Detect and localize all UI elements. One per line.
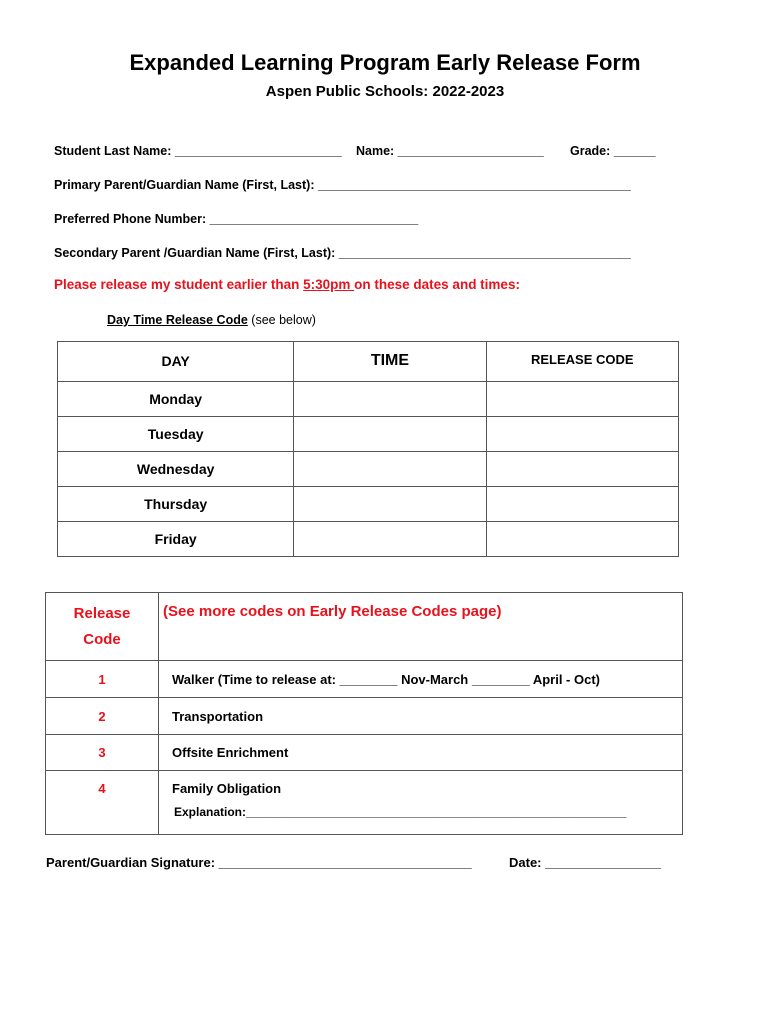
table-row xyxy=(58,522,679,557)
time-input-cell[interactable] xyxy=(294,417,486,452)
time-input-cell[interactable] xyxy=(294,382,486,417)
time-input-cell[interactable] xyxy=(294,522,486,557)
code-description: Family Obligation xyxy=(172,781,282,796)
code-number: 4 xyxy=(46,771,159,835)
caption-note: (see below) xyxy=(247,313,316,327)
day-cell: Wednesday xyxy=(58,452,294,487)
form-subtitle: Aspen Public Schools: 2022-2023 xyxy=(265,83,505,100)
code-input-cell[interactable] xyxy=(486,487,678,522)
caption-underlined: Day Time Release Code xyxy=(107,313,248,327)
code-number: 2 xyxy=(46,698,159,735)
form-title: Expanded Learning Program Early Release Form xyxy=(129,50,641,75)
phone-field[interactable]: Preferred Phone Number: ______________________________ xyxy=(54,212,419,226)
grade-field[interactable]: Grade: ______ xyxy=(570,144,656,158)
table-row xyxy=(58,382,679,417)
table-row xyxy=(46,771,683,835)
code-number: 3 xyxy=(46,735,159,771)
student-name-field[interactable]: Name: _____________________ xyxy=(356,144,544,158)
table-row xyxy=(58,452,679,487)
code-description-cell xyxy=(159,771,683,835)
table-row xyxy=(58,487,679,522)
time-input-cell[interactable] xyxy=(294,452,486,487)
day-table-caption xyxy=(107,313,316,327)
see-more-codes-note: (See more codes on Early Release Codes page) xyxy=(159,593,683,661)
code-description: Walker (Time to release at: ________ Nov-March ________ April - Oct) xyxy=(159,661,683,698)
secondary-parent-field[interactable]: Secondary Parent /Guardian Name (First, Last): __________________________________________ xyxy=(54,246,631,260)
table-row xyxy=(46,735,683,771)
table-row xyxy=(46,661,683,698)
release-code-header-line2: Code xyxy=(83,630,121,648)
header-release-code: RELEASE CODE xyxy=(486,342,678,382)
release-code-header-line1: Release xyxy=(73,604,131,622)
code-input-cell[interactable] xyxy=(486,452,678,487)
release-time: 5:30pm xyxy=(303,277,355,292)
code-table-header xyxy=(46,593,683,661)
primary-parent-field[interactable]: Primary Parent/Guardian Name (First, Last): _____________________________________________ xyxy=(54,178,631,192)
code-description: Offsite Enrichment xyxy=(159,735,683,771)
table-row xyxy=(46,698,683,735)
code-input-cell[interactable] xyxy=(486,522,678,557)
table-header-row xyxy=(58,342,679,382)
time-input-cell[interactable] xyxy=(294,487,486,522)
date-field[interactable]: Date: ________________ xyxy=(509,855,661,870)
signature-field[interactable]: Parent/Guardian Signature: ___________________________________ xyxy=(46,855,472,870)
day-time-table xyxy=(57,341,679,557)
code-description: Transportation xyxy=(159,698,683,735)
day-cell: Thursday xyxy=(58,487,294,522)
release-code-header xyxy=(46,593,159,661)
student-last-name-field[interactable]: Student Last Name: ________________________ xyxy=(54,144,342,158)
header-time: TIME xyxy=(294,342,486,382)
code-input-cell[interactable] xyxy=(486,417,678,452)
explanation-field[interactable]: Explanation:_________________________________________________________ xyxy=(174,805,627,819)
table-row xyxy=(58,417,679,452)
code-number: 1 xyxy=(46,661,159,698)
release-notice-before: Please release my student earlier than xyxy=(54,277,304,292)
code-input-cell[interactable] xyxy=(486,382,678,417)
header-day: DAY xyxy=(58,342,294,382)
day-cell: Friday xyxy=(58,522,294,557)
day-cell: Tuesday xyxy=(58,417,294,452)
release-notice xyxy=(54,277,520,292)
release-notice-after: on these dates and times: xyxy=(354,277,520,292)
release-code-table xyxy=(45,592,683,835)
day-cell: Monday xyxy=(58,382,294,417)
